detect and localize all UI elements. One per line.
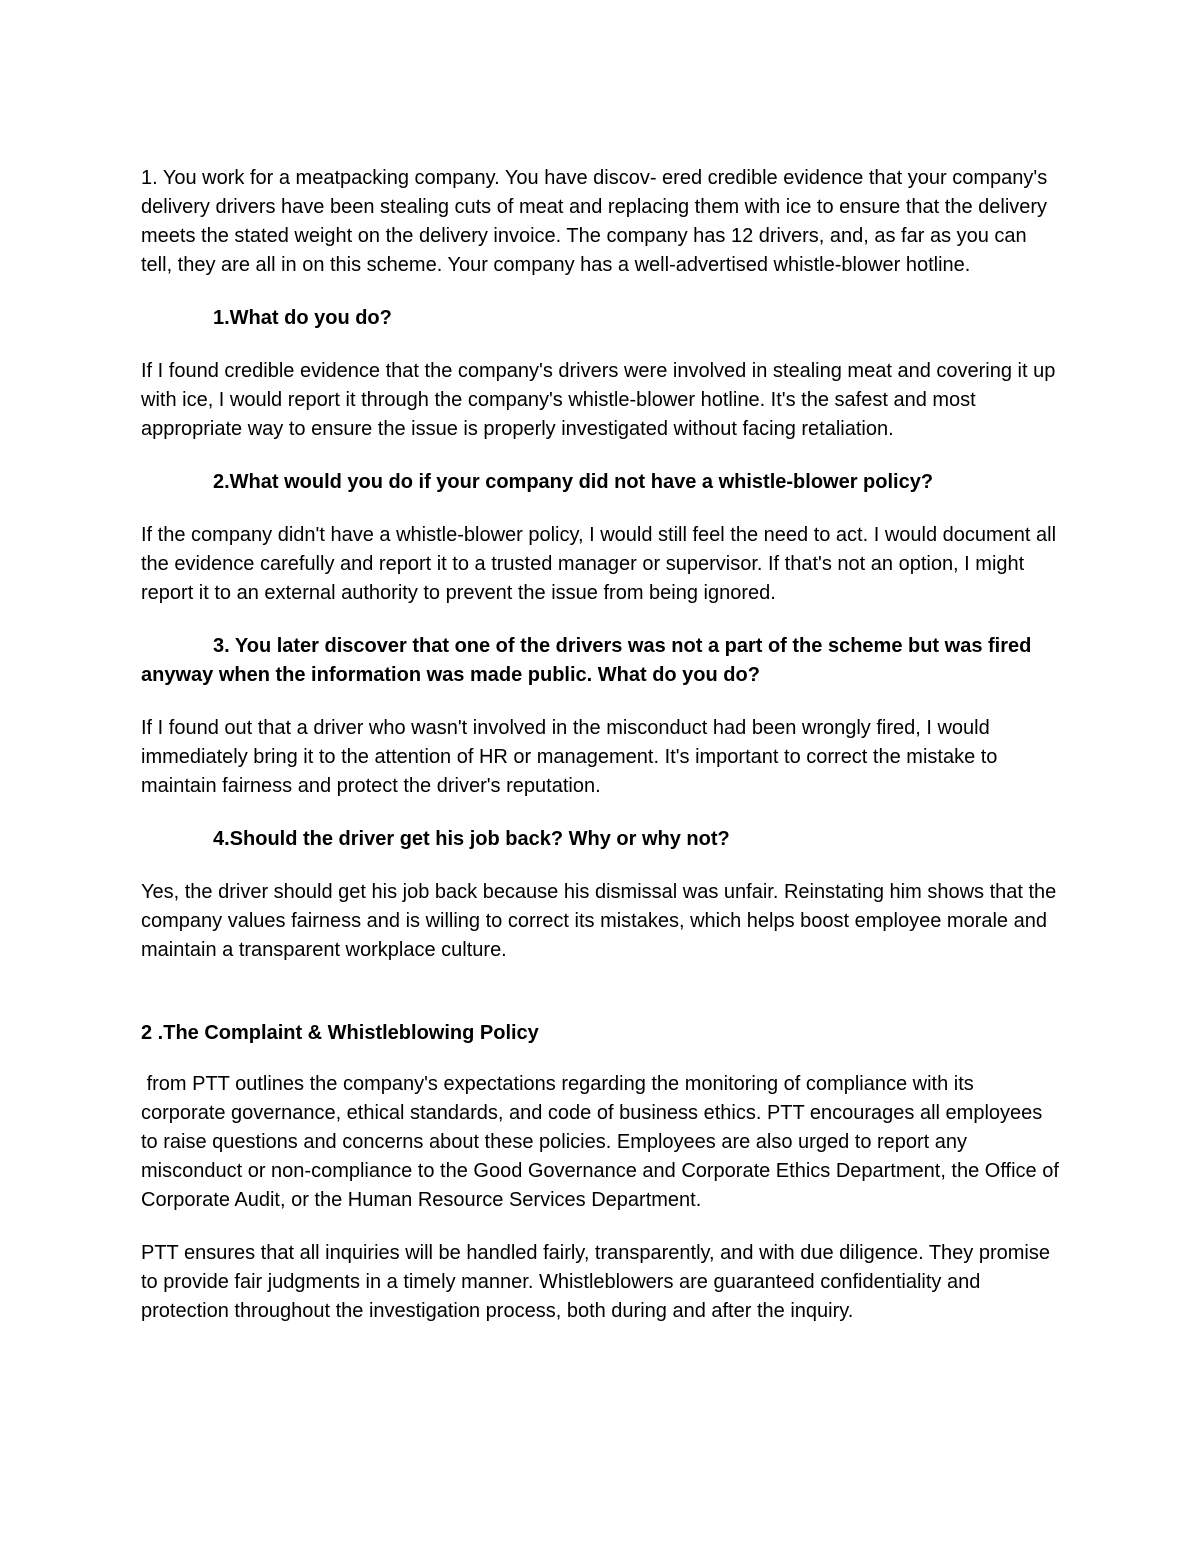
answer-1: If I found credible evidence that the company's drivers were involved in stealing meat and covering it up with ice, I would report it through the company's whistle-blower hotline. It's the safest and most appropriate way to ensure the issue is properly investigated without facing retaliation. — [141, 360, 1056, 440]
question-4: 4.Should the driver get his job back? Why or why not? — [213, 828, 730, 850]
answer-3: If I found out that a driver who wasn't involved in the misconduct had been wrongly fired, I would immediately bring it to the attention of HR or management. It's important to correct the mistake to maintain fairness and protect the driver's reputation. — [141, 717, 998, 797]
question-2: 2.What would you do if your company did not have a whistle-blower policy? — [213, 471, 934, 493]
answer-4: Yes, the driver should get his job back because his dismissal was unfair. Reinstating him shows that the company values fairness and is willing to correct its mistakes, which helps boost employee morale and maintain a transparent workplace culture. — [141, 881, 1057, 961]
answer-2: If the company didn't have a whistle-blower policy, I would still feel the need to act. I would document all the evidence carefully and report it to a trusted manager or supervisor. If that's not an option, I might report it to an external authority to prevent the issue from being ignored. — [141, 524, 1057, 604]
policy-paragraph-2: PTT ensures that all inquiries will be handled fairly, transparently, and with due diligence. They promise to provide fair judgments in a timely manner. Whistleblowers are guaranteed confidentiality and protection throughout the investigation process, both during and after the inquiry. — [141, 1242, 1050, 1322]
document-page — [141, 164, 1065, 1326]
question-3: 3. You later discover that one of the drivers was not a part of the scheme but was fired anyway when the information was made public. What do you do? — [141, 635, 1032, 686]
intro-paragraph: 1. You work for a meatpacking company. You have discov- ered credible evidence that your company's delivery drivers have been stealing cuts of meat and replacing them with ice to ensure that the delivery meets the stated weight on the delivery invoice. The company has 12 drivers, and, as far as you can tell, they are all in on this scheme. Your company has a well-advertised whistle-blower hotline. — [141, 167, 1048, 276]
question-1: 1.What do you do? — [213, 307, 392, 329]
section-2-title: 2 .The Complaint & Whistleblowing Policy — [141, 1022, 539, 1044]
policy-paragraph-1: from PTT outlines the company's expectations regarding the monitoring of compliance with its corporate governance, ethical standards, and code of business ethics. PTT encourages all employees to raise questions and concerns about these policies. Employees are also urged to report any misconduct or non-compliance to the Good Governance and Corporate Ethics Department, the Office of Corporate Audit, or the Human Resource Services Department. — [141, 1073, 1065, 1211]
